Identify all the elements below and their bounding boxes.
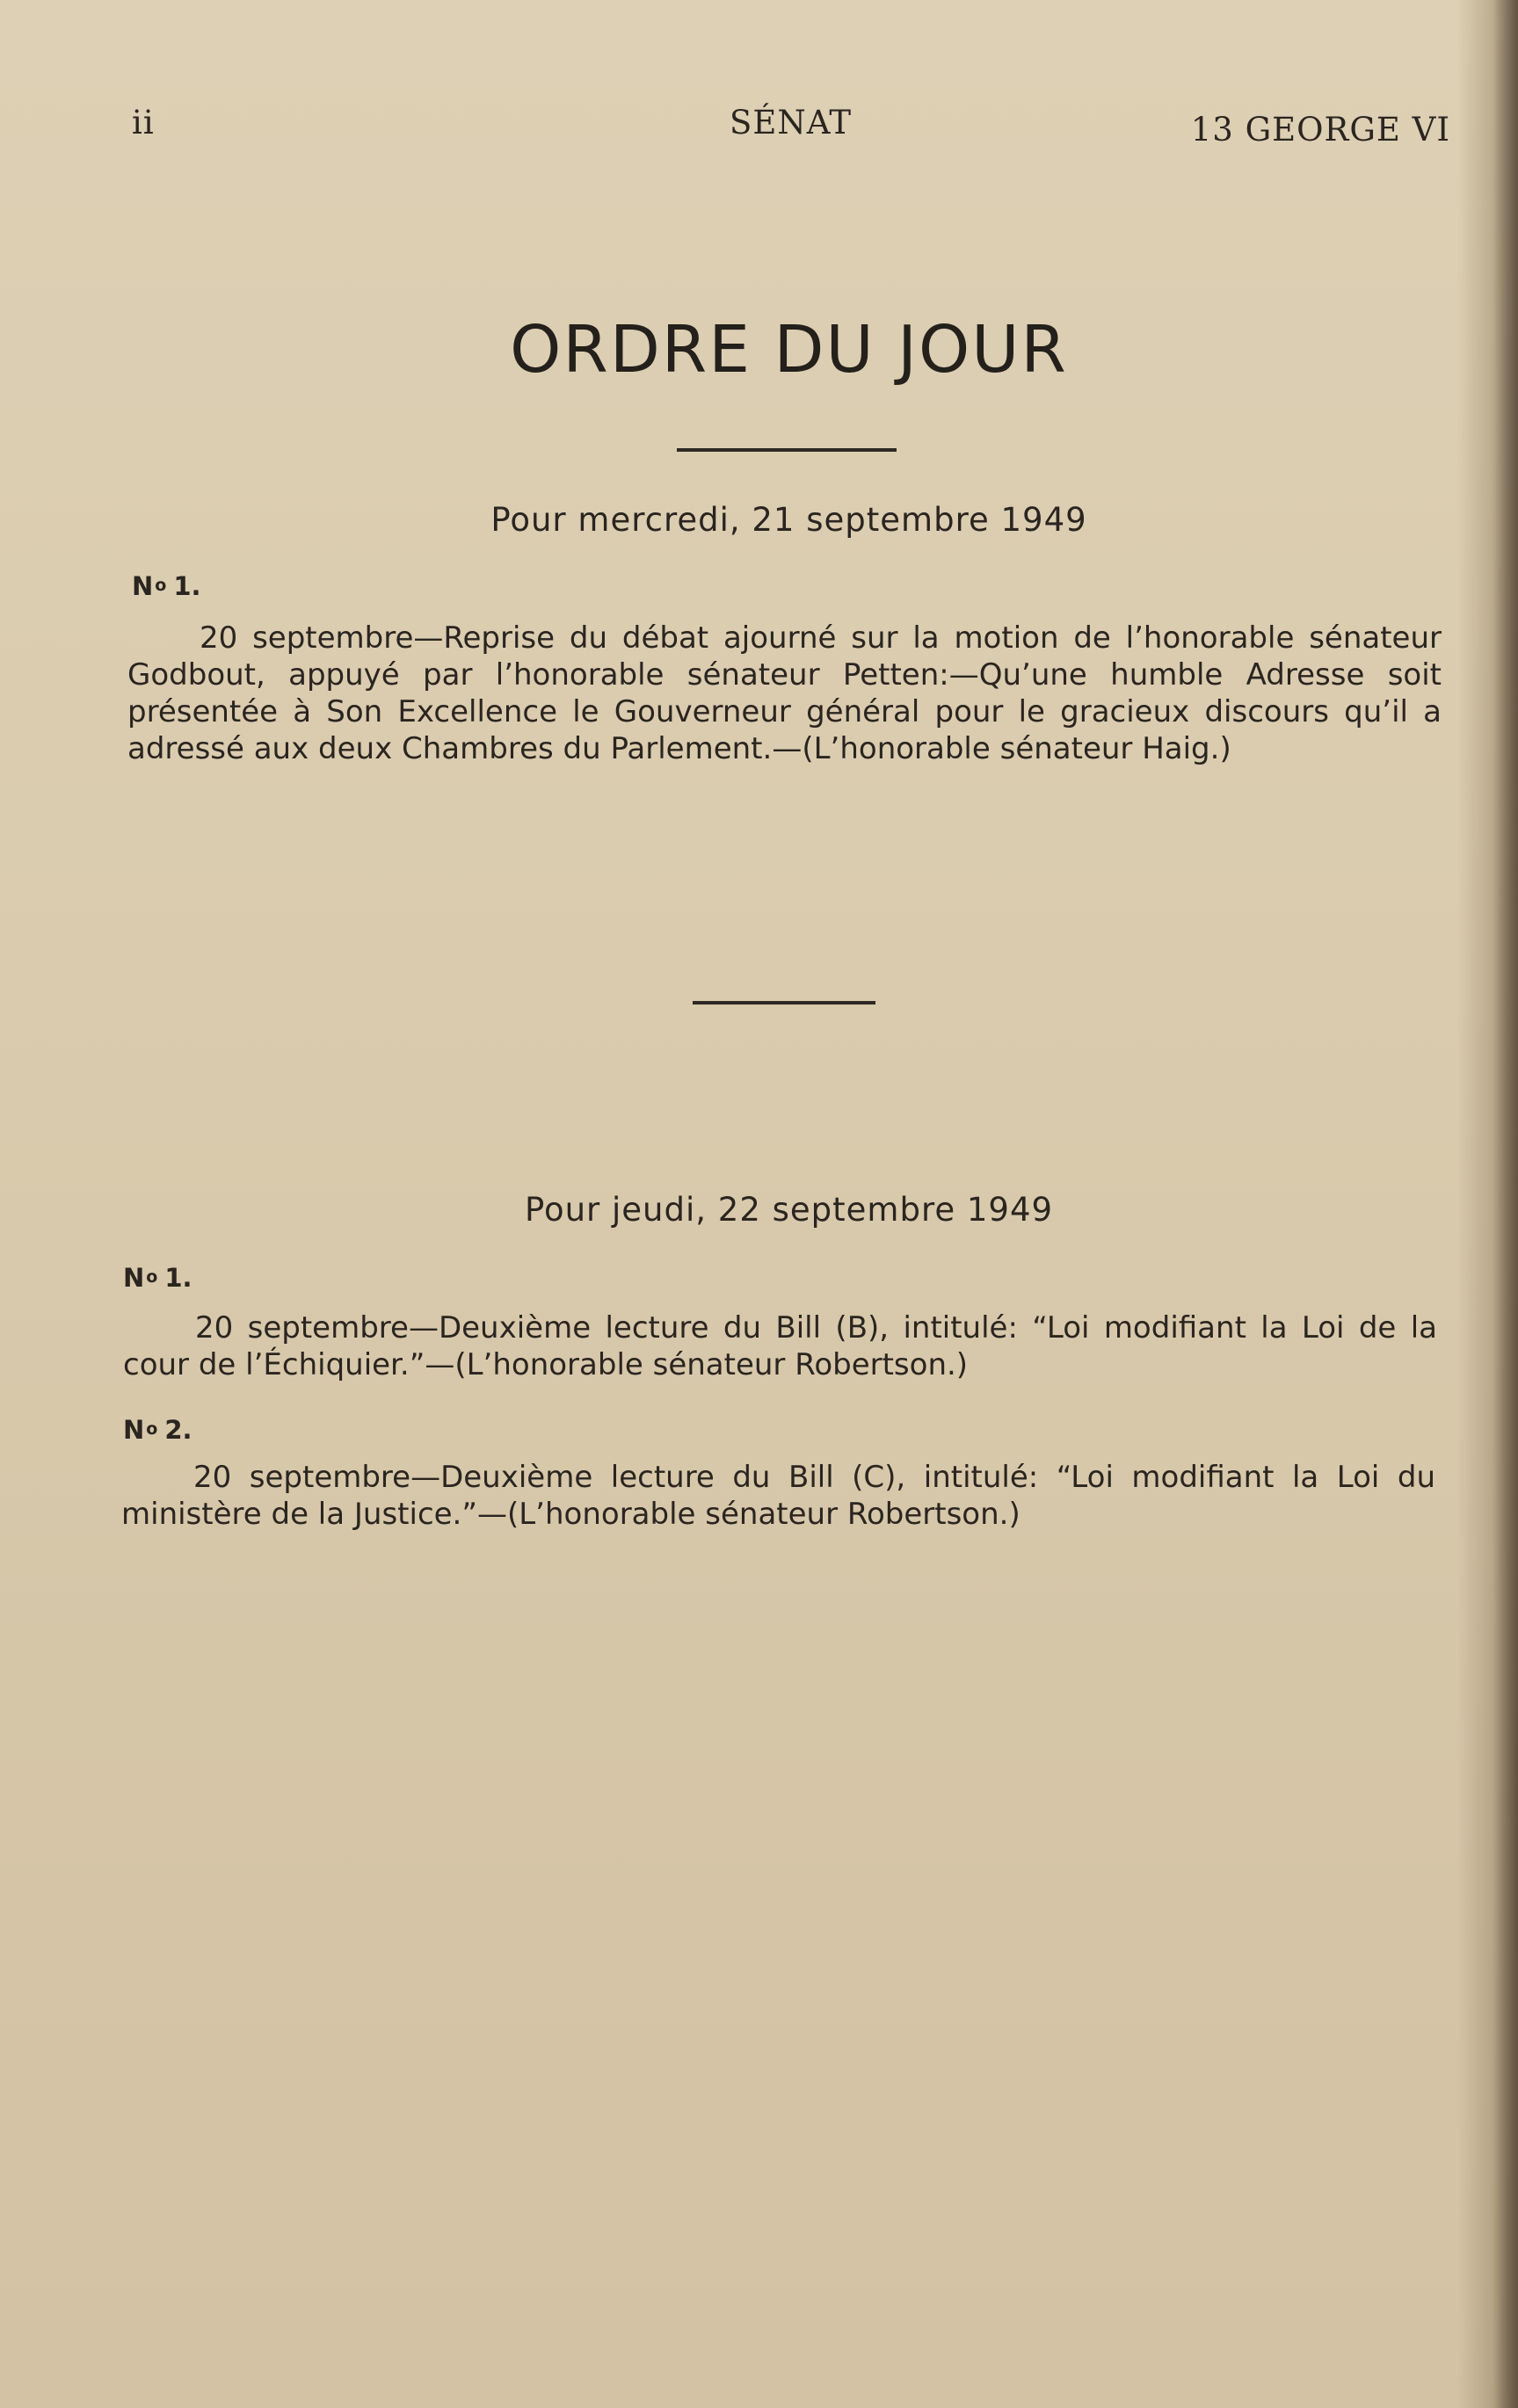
divider-rule — [677, 448, 897, 452]
item-number-prefix: N — [123, 1263, 145, 1293]
running-head-right: 13 GEORGE VI — [1190, 111, 1450, 149]
running-head — [132, 104, 1450, 156]
item-number-prefix: N — [123, 1415, 145, 1445]
page-edge-shadow — [1492, 0, 1518, 2408]
section-heading: Pour mercredi, 21 septembre 1949 — [490, 501, 1087, 539]
section-heading: Pour jeudi, 22 septembre 1949 — [524, 1191, 1054, 1229]
page-number: ii — [132, 104, 155, 141]
running-head-center: SÉNAT — [730, 104, 853, 141]
page-title: ORDRE DU JOUR — [510, 312, 1068, 388]
item-number-value: 1. — [164, 1263, 192, 1293]
item-number-superscript: o — [155, 576, 167, 595]
item-number — [132, 571, 201, 601]
agenda-item-text: 20 septembre—Reprise du débat ajourné sur la motion de l’honorable sénateur Godbout, appuyé par l’honorable sénateur Petten:—Qu’une humble Adresse soit présentée à Son Excellence le Gouverneur général pour le gracieux discours qu’il a adressé aux deux Chambres du Parlement.—(L’honorable sénateur Haig.) — [127, 620, 1442, 766]
item-number — [123, 1415, 192, 1445]
item-number-superscript: o — [146, 1267, 158, 1287]
item-number-value: 2. — [164, 1415, 192, 1445]
divider-rule — [693, 1001, 875, 1005]
item-number-superscript: o — [146, 1419, 158, 1439]
item-number — [123, 1263, 192, 1293]
item-number-prefix: N — [132, 571, 154, 601]
agenda-item-text: 20 septembre—Deuxième lecture du Bill (C), intitulé: “Loi modifiant la Loi du ministère de la Justice.”—(L’honorable sénateur Robertson.) — [121, 1460, 1435, 1532]
item-number-value: 1. — [173, 571, 201, 601]
agenda-item-text: 20 septembre—Deuxième lecture du Bill (B), intitulé: “Loi modifiant la Loi de la cour de l’Échiquier.”—(L’honorable sénateur Robertson.) — [123, 1310, 1437, 1382]
